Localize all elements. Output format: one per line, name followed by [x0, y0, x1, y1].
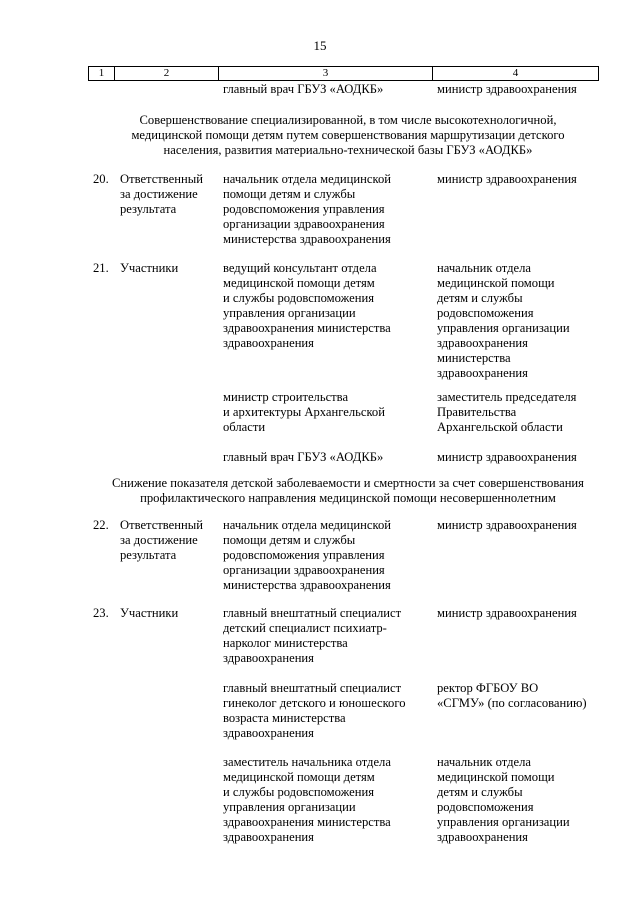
item-20-supervisor: министр здравоохранения [437, 172, 577, 186]
item-21-position-1: ведущий консультант отдела медицинской помощи детям и службы родовспоможения управления организации здравоохранения министерства здравоохранения [223, 261, 391, 350]
item-21-position-2: министр строительства и архитектуры Архангельской области [223, 390, 385, 434]
item-21-position-3: главный врач ГБУЗ «АОДКБ» [223, 450, 384, 464]
row-cont-col4: министр здравоохранения [437, 82, 577, 96]
item-22-role: Ответственный за достижение результата [120, 518, 203, 562]
section-heading-1: Совершенствование специализированной, в том числе высокотехнологичной, медицинской помощи детям путем совершенствования маршрутизации детского населения, развития материально-технической базы ГБУЗ «АОДКБ» [131, 113, 565, 157]
header-col-3: 3 [219, 67, 433, 81]
item-22-supervisor: министр здравоохранения [437, 518, 577, 532]
item-23-supervisor-3: начальник отдела медицинской помощи детям и службы родовспоможения управления организации здравоохранения [437, 755, 570, 844]
item-22-position: начальник отдела медицинской помощи детям и службы родовспоможения управления организации здравоохранения министерства здравоохранения [223, 518, 391, 592]
item-23-number: 23. [93, 606, 109, 620]
item-23-role: Участники [120, 606, 179, 620]
header-col-1: 1 [89, 67, 115, 81]
item-21-supervisor-1: начальник отдела медицинской помощи детям и службы родовспоможения управления организации здравоохранения министерства здравоохранения [437, 261, 570, 380]
item-21-supervisor-2: заместитель председателя Правительства Архангельской области [437, 390, 577, 434]
section-heading-2: Снижение показателя детской заболеваемости и смертности за счет совершенствования профилактического направления медицинской помощи несовершеннолетним [112, 476, 584, 505]
item-21-supervisor-3: министр здравоохранения [437, 450, 577, 464]
item-23-position-3: заместитель начальника отдела медицинской помощи детям и службы родовспоможения управления организации здравоохранения министерства здравоохранения [223, 755, 391, 844]
item-20-number: 20. [93, 172, 109, 186]
header-col-2: 2 [115, 67, 219, 81]
item-23-supervisor-2: ректор ФГБОУ ВО «СГМУ» (по согласованию) [437, 681, 587, 710]
item-22-number: 22. [93, 518, 109, 532]
header-col-4: 4 [433, 67, 599, 81]
item-21-number: 21. [93, 261, 109, 275]
table-header [88, 66, 599, 81]
row-cont-col3: главный врач ГБУЗ «АОДКБ» [223, 82, 384, 96]
item-21-role: Участники [120, 261, 179, 275]
item-23-supervisor-1: министр здравоохранения [437, 606, 577, 620]
page-number: 15 [313, 38, 327, 53]
item-23-position-2: главный внештатный специалист гинеколог детского и юношеского возраста министерства здравоохранения [223, 681, 406, 740]
item-20-role: Ответственный за достижение результата [120, 172, 203, 216]
item-20-position: начальник отдела медицинской помощи детям и службы родовспоможения управления организации здравоохранения министерства здравоохранения [223, 172, 391, 246]
item-23-position-1: главный внештатный специалист детский специалист психиатр- нарколог министерства здравоохранения [223, 606, 402, 665]
